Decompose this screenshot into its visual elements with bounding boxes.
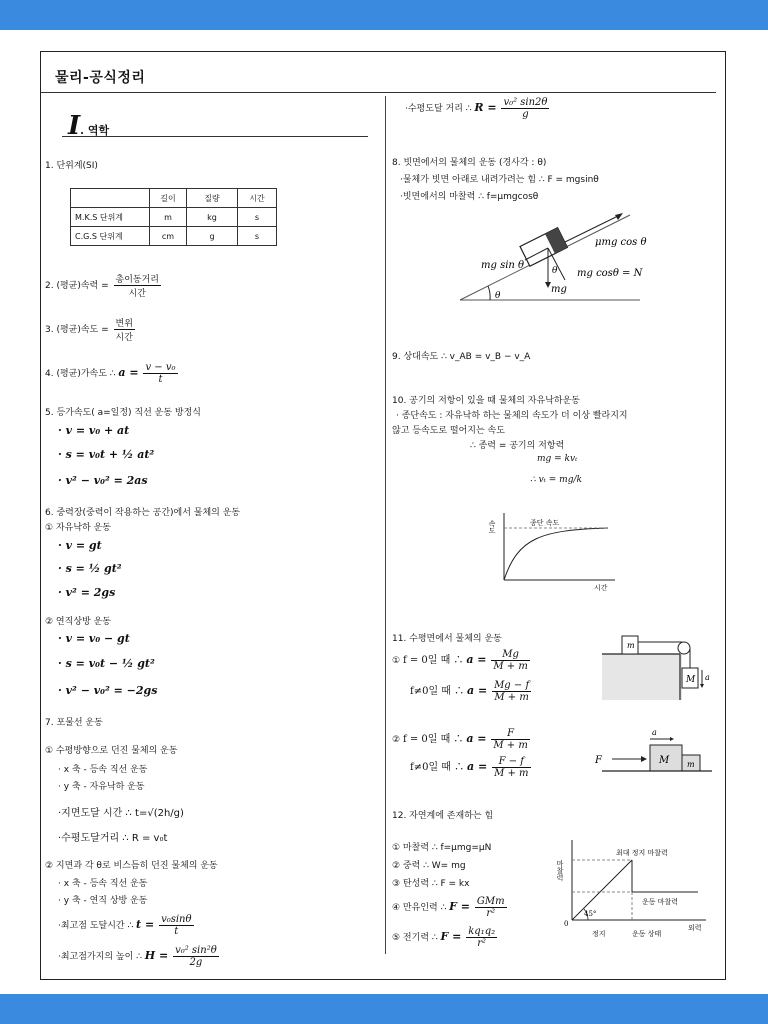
speed-formula — [45, 272, 163, 299]
formula-lhs: R = — [474, 101, 497, 114]
numerator: kq₁q₂ — [468, 926, 496, 937]
denominator: r² — [477, 938, 487, 949]
force-label: F — [595, 755, 602, 766]
pulley-wheel — [678, 642, 690, 654]
fraction — [491, 728, 529, 751]
heading-7: 7. 포물선 운동 — [45, 718, 103, 728]
velocity-formula — [45, 316, 137, 343]
fraction — [466, 926, 497, 949]
numerator: F − f — [492, 756, 530, 768]
fraction — [492, 680, 531, 703]
table-cell — [71, 189, 150, 208]
table-row — [71, 189, 277, 208]
formula-lhs: t = — [136, 918, 155, 931]
origin-label: 0 — [564, 920, 569, 928]
formula-lhs: a = — [466, 653, 487, 666]
list-item: ·수평도달거리 ∴ R = v₀t — [58, 833, 168, 844]
numerator: v₀² sin2θ — [503, 97, 548, 108]
units-table — [70, 188, 277, 246]
denominator: t — [174, 926, 179, 937]
y-axis-label: 마찰력 — [556, 860, 564, 881]
subheading: ① 수평방향으로 던진 물체의 운동 — [45, 746, 178, 756]
terminal-label: 종단 속도 — [530, 519, 560, 527]
numerator: F — [491, 728, 529, 740]
heading-11: 11. 수평면에서 물체의 운동 — [392, 634, 502, 644]
formula-label: 4. (평균)가속도 ∴ — [45, 369, 116, 379]
condition: f = 0일 때 ∴ — [402, 734, 464, 745]
list-item: ·빗면에서의 마찰력 ∴ f=μmgcosθ — [400, 192, 539, 202]
friction-graph — [558, 832, 718, 942]
table-cell: s — [238, 227, 277, 246]
x-axis-label: 정지 — [592, 930, 606, 938]
formula-label: ⑤ 전기력 ∴ — [392, 933, 438, 943]
list-item: ① 마찰력 ∴ f=μmg=μN — [392, 843, 492, 853]
subheading: ② 지면과 각 θ로 비스듬히 던진 물체의 운동 — [45, 861, 218, 871]
formula-label: ·최고점가지의 높이 ∴ — [58, 952, 142, 962]
list-item: · y 축 - 연직 상방 운동 — [58, 896, 148, 906]
normal-label: mg cosθ = N — [577, 268, 643, 279]
mass-label: m — [687, 760, 695, 769]
incline-diagram — [455, 210, 665, 305]
velocity-curve — [504, 528, 608, 580]
arrow-head — [670, 737, 674, 741]
equation: ∴ vₜ = mg/k — [530, 475, 582, 485]
friction-label: μmg cos θ — [595, 237, 647, 248]
fraction — [492, 756, 530, 779]
equation: · v = v₀ − gt — [58, 632, 130, 645]
denominator: 시간 — [128, 289, 146, 299]
list-item: · x 축 - 등속 직선 운동 — [58, 879, 148, 889]
table-body — [602, 654, 682, 700]
terminal-velocity-graph — [490, 508, 620, 593]
range-formula — [405, 97, 551, 120]
table-cell: cm — [150, 227, 187, 246]
numerator: Mg — [491, 649, 529, 661]
x-axis-label: 시간 — [594, 584, 608, 592]
mass-label: M — [686, 675, 696, 685]
denominator: M + m — [494, 768, 529, 779]
table-cell: kg — [187, 208, 238, 227]
formula-label: 3. (평균)속도 = — [45, 325, 109, 335]
accel-label: a — [652, 728, 657, 737]
denominator: 2g — [189, 957, 203, 968]
list-item: ② 중력 ∴ W= mg — [392, 861, 466, 871]
heading-12: 12. 자연계에 존재하는 힘 — [392, 811, 494, 821]
fraction — [114, 316, 135, 343]
item-marker: ② — [392, 735, 401, 745]
numerator: 총이동거리 — [114, 272, 161, 286]
condition: f≠0일 때 ∴ — [410, 686, 465, 697]
bottom-banner — [0, 994, 768, 1024]
heading-5: 5. 등가속도( a=일정) 직선 운동 방정식 — [45, 408, 201, 418]
section-roman: I — [68, 111, 81, 141]
accel-label: a — [705, 673, 710, 682]
max-time-formula — [58, 914, 196, 937]
table-cell: g — [187, 227, 238, 246]
push-formula-2 — [410, 756, 533, 779]
fraction — [159, 914, 193, 937]
fraction — [491, 649, 529, 672]
angle-label: θ — [495, 291, 501, 301]
heading-1: 1. 단위계(SI) — [45, 161, 98, 171]
denominator: r² — [486, 908, 496, 919]
heading-9: 9. 상대속도 ∴ v_AB = v_B − v_A — [392, 352, 531, 362]
section-rule — [62, 136, 368, 137]
mass-label: m — [627, 641, 635, 650]
angle-label: 45° — [584, 910, 597, 918]
weight-label: mg — [551, 284, 567, 295]
push-diagram — [592, 725, 717, 775]
table-cell: m — [150, 208, 187, 227]
fraction — [173, 945, 219, 968]
subheading: ① 자유낙하 운동 — [45, 523, 111, 533]
denominator: t — [158, 374, 163, 385]
pulley-formula-1 — [392, 649, 532, 672]
mass-label: M — [659, 755, 670, 766]
y-axis-label: 속도 — [488, 520, 496, 534]
heading-6: 6. 중력장(중력이 작용하는 공간)에서 물체의 운동 — [45, 508, 241, 518]
denominator: M + m — [494, 692, 529, 703]
fraction — [501, 97, 549, 120]
formula-lhs: a = — [118, 366, 139, 379]
max-height-formula — [58, 945, 221, 968]
paragraph-line: 않고 등속도로 떨어지는 속도 — [392, 426, 505, 436]
block — [520, 228, 567, 266]
gravitation-formula — [392, 896, 509, 919]
equation: · v² − v₀² = 2as — [58, 474, 148, 487]
angle-label: θ — [552, 266, 558, 276]
table-row — [71, 208, 277, 227]
condition: f≠0일 때 ∴ — [410, 762, 465, 773]
numerator: v₀sinθ — [161, 914, 192, 925]
list-item: ·지면도달 시간 ∴ t=√(2h/g) — [58, 808, 184, 819]
formula-lhs: F = — [440, 930, 462, 943]
numerator: v − v₀ — [145, 362, 176, 373]
acceleration-formula — [45, 362, 180, 385]
numerator: GMm — [476, 896, 505, 907]
equation: · v = v₀ + at — [58, 424, 130, 437]
push-formula-1 — [392, 728, 532, 751]
equation: · s = ½ gt² — [58, 562, 122, 575]
top-banner — [0, 0, 768, 30]
formula-label: ④ 만유인력 ∴ — [392, 903, 447, 913]
section-name: . 역학 — [80, 124, 110, 137]
fraction — [475, 896, 507, 919]
numerator: v₀² sin²θ — [175, 945, 217, 956]
kinetic-label: 운동 마찰력 — [642, 898, 679, 906]
arrow-head — [700, 684, 704, 688]
list-item: ③ 탄성력 ∴ F = kx — [392, 879, 470, 889]
page-title: 물리-공식정리 — [55, 70, 146, 86]
equation: · v = gt — [58, 539, 102, 552]
formula-label: ·수평도달 거리 ∴ — [405, 104, 472, 114]
table-cell: s — [238, 208, 277, 227]
formula-lhs: a = — [467, 684, 488, 697]
list-item: ·물체가 빗면 아래로 내려가려는 힘 ∴ F = mgsinθ — [400, 175, 599, 185]
equation: mg = kvₜ — [537, 454, 578, 464]
numerator: 변위 — [114, 316, 135, 330]
denominator: M + m — [493, 661, 528, 672]
formula-label: ·최고점 도달시간 ∴ — [58, 921, 134, 931]
numerator: Mg − f — [494, 680, 530, 691]
table-cell: 시간 — [238, 189, 277, 208]
list-item: · y 축 - 자유낙하 운동 — [58, 782, 145, 792]
equation: · v² − v₀² = −2gs — [58, 684, 158, 697]
table-cell: 길이 — [150, 189, 187, 208]
denominator: M + m — [493, 740, 528, 751]
x-axis-label: 외력 — [688, 924, 702, 932]
angle-arc — [488, 286, 490, 300]
equation: · s = v₀t + ½ at² — [58, 448, 155, 461]
paragraph-line: ∴ 종력 = 공기의 저항력 — [470, 441, 565, 451]
arrow-head — [641, 756, 647, 762]
table-cell: 질량 — [187, 189, 238, 208]
formula-label: 2. (평균)속력 = — [45, 281, 109, 291]
max-label: 최대 정지 마찰력 — [616, 849, 668, 857]
title-rule — [41, 92, 716, 93]
parallel-label: mg sin θ — [481, 260, 525, 271]
table-cell: C.G.S 단위계 — [71, 227, 150, 246]
condition: f = 0일 때 ∴ — [402, 655, 464, 666]
item-marker: ① — [392, 656, 401, 666]
list-item: · x 축 - 등속 직선 운동 — [58, 765, 148, 775]
column-divider — [385, 96, 386, 954]
formula-lhs: H = — [144, 949, 169, 962]
pulley-diagram — [602, 630, 717, 702]
fraction — [114, 272, 161, 299]
fraction — [143, 362, 177, 385]
pulley-formula-2 — [410, 680, 533, 703]
equation: · v² = 2gs — [58, 586, 116, 599]
paragraph-line: · 종단속도 : 자유낙하 하는 물체의 속도가 더 이상 빨라지지 — [396, 411, 628, 421]
denominator: 시간 — [115, 333, 133, 343]
x-axis-label: 운동 상태 — [632, 930, 662, 938]
static-line — [572, 860, 632, 920]
formula-lhs: a = — [467, 760, 488, 773]
formula-lhs: a = — [466, 732, 487, 745]
table-row — [71, 227, 277, 246]
heading-8: 8. 빗면에서의 물체의 운동 (경사각 : θ) — [392, 158, 547, 168]
equation: · s = v₀t − ½ gt² — [58, 657, 155, 670]
formula-lhs: F = — [449, 900, 471, 913]
table-cell: M.K.S 단위계 — [71, 208, 150, 227]
heading-10: 10. 공기의 저항이 있을 때 물체의 자유낙하운동 — [392, 396, 580, 406]
denominator: g — [522, 109, 529, 120]
subheading: ② 연직상방 운동 — [45, 617, 111, 627]
electric-formula — [392, 926, 499, 949]
